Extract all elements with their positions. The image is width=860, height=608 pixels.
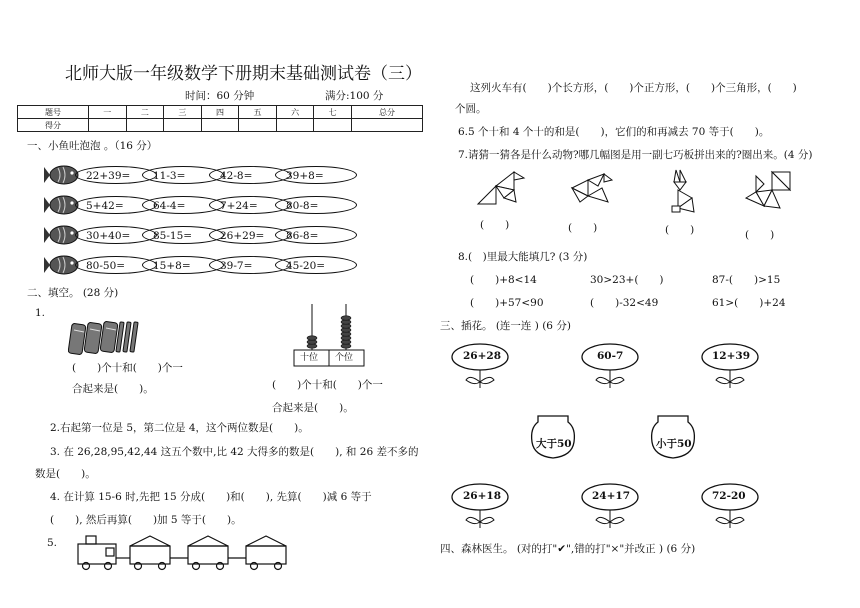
abacus-ones-label: 个位 — [335, 353, 354, 363]
table-cell[interactable] — [126, 119, 164, 132]
flower-equation[interactable]: 24+17 — [592, 490, 631, 502]
table-cell[interactable] — [314, 119, 352, 132]
table-cell: 四 — [201, 106, 239, 119]
section4-heading: 四、森林医生。 (对的打"✔",错的打"×"并改正 ) (6 分) — [440, 543, 696, 555]
question-3-line2: 数是( )。 — [35, 468, 96, 480]
counting-sticks-icon — [68, 320, 146, 356]
tangram-answer-blank[interactable]: ( ) — [665, 224, 695, 236]
table-cell: 三 — [164, 106, 202, 119]
table-cell[interactable] — [276, 119, 314, 132]
section3-heading: 三、插花。 (连一连 ) (6 分) — [440, 320, 571, 332]
q8-item[interactable]: 61>( )+24 — [712, 297, 786, 309]
score-table-header-row — [18, 106, 423, 119]
tangram-answer-blank[interactable]: ( ) — [480, 219, 510, 231]
bubble-equation[interactable]: 39-7= — [209, 256, 291, 274]
bubble-equation[interactable]: 5+42= — [75, 196, 157, 214]
table-cell: 六 — [276, 106, 314, 119]
question-2: 2.右起第一位是 5，第二位是 4，这个两位数是( )。 — [50, 422, 309, 434]
score-table — [17, 105, 423, 132]
train-icon — [72, 532, 302, 572]
table-cell[interactable] — [88, 119, 126, 132]
exam-time: 时间：60 分钟 — [185, 90, 255, 102]
flower-equation[interactable]: 26+18 — [463, 490, 502, 502]
question-5-line1: 这列火车有( )个长方形，( )个正方形，( )个三角形，( ) — [470, 82, 797, 94]
table-cell[interactable] — [164, 119, 202, 132]
table-cell: 题号 — [18, 106, 89, 119]
q8-item[interactable]: ( )+8<14 — [470, 274, 537, 286]
question-7: 7.请猜一猜各是什么动物?哪几幅图是用一副七巧板拼出来的?圈出来。(4 分) — [458, 149, 813, 161]
flower-equation[interactable]: 60-7 — [597, 350, 624, 362]
bubble-equation[interactable]: 80-8= — [275, 196, 357, 214]
table-cell[interactable] — [351, 119, 422, 132]
bubble-equation[interactable]: 15+8= — [142, 256, 224, 274]
flower-equation[interactable]: 72-20 — [712, 490, 746, 502]
table-cell: 五 — [239, 106, 277, 119]
table-cell[interactable] — [239, 119, 277, 132]
table-cell: 得分 — [18, 119, 89, 132]
q1-sticks-line1: ( )个十和( )个一 — [72, 362, 183, 374]
vase-icon — [528, 414, 578, 460]
tangram-bird2-icon — [568, 172, 614, 206]
bubble-equation[interactable]: 45-20= — [275, 256, 357, 274]
flower-equation[interactable]: 26+28 — [463, 350, 502, 362]
section1-heading: 一、小鱼吐泡泡 。（16 分） — [27, 140, 158, 152]
q1-abacus-line1: ( )个十和( )个一 — [272, 379, 383, 391]
q8-item[interactable]: 87-( )>15 — [712, 274, 781, 286]
bubble-equation[interactable]: 7+24= — [209, 196, 291, 214]
tangram-answer-blank[interactable]: ( ) — [568, 222, 598, 234]
q8-item[interactable]: ( )+57<90 — [470, 297, 544, 309]
flower-equation[interactable]: 12+39 — [712, 350, 751, 362]
full-score: 满分:100 分 — [325, 90, 384, 102]
question-4-line2: ( ), 然后再算( )加 5 等于( )。 — [50, 514, 242, 526]
tangram-bird-icon — [476, 168, 526, 208]
score-table-score-row — [18, 119, 423, 132]
question-8: 8.( )里最大能填几? (3 分) — [458, 251, 588, 263]
bubble-equation[interactable]: 86-8= — [275, 226, 357, 244]
bubble-equation[interactable]: 42-8= — [209, 166, 291, 184]
q8-item[interactable]: 30>23+( ) — [590, 274, 664, 286]
table-cell: 二 — [126, 106, 164, 119]
q1-abacus-line2: 合起来是( )。 — [272, 402, 354, 414]
question-number: 1. — [35, 307, 46, 319]
tangram-rabbit-icon — [670, 168, 700, 214]
question-5-number: 5. — [47, 537, 58, 549]
question-6: 6.5 个十和 4 个十的和是( )，它们的和再减去 70 等于( )。 — [458, 126, 770, 138]
abacus-tens-label: 十位 — [300, 353, 319, 363]
tangram-squirrel-icon — [742, 168, 796, 212]
page-title: 北师大版一年级数学下册期末基础测试卷（三） — [65, 64, 422, 84]
table-cell[interactable] — [201, 119, 239, 132]
bubble-equation[interactable]: 64-4= — [142, 196, 224, 214]
question-3-line1: 3. 在 26,28,95,42,44 这五个数中,比 42 大得多的数是( ), 和 26 差不多的 — [50, 446, 419, 458]
bubble-equation[interactable]: 30+40= — [75, 226, 157, 244]
question-5-line2: 个圆。 — [455, 103, 487, 115]
q1-sticks-line2: 合起来是( )。 — [72, 383, 154, 395]
tangram-answer-blank[interactable]: ( ) — [745, 229, 775, 241]
bubble-equation[interactable]: 26+29= — [209, 226, 291, 244]
table-cell: 七 — [314, 106, 352, 119]
bubble-equation[interactable]: 85-15= — [142, 226, 224, 244]
bubble-equation[interactable]: 22+39= — [75, 166, 157, 184]
section2-heading: 二、填空。 (28 分) — [27, 287, 119, 299]
vase-label[interactable]: 大于50 — [536, 438, 572, 450]
bubble-equation[interactable]: 11-3= — [142, 166, 224, 184]
vase-label[interactable]: 小于50 — [656, 438, 692, 450]
vase-icon — [648, 414, 698, 460]
q8-item[interactable]: ( )-32<49 — [590, 297, 659, 309]
table-cell: 总分 — [351, 106, 422, 119]
bubble-equation[interactable]: 80-50= — [75, 256, 157, 274]
bubble-equation[interactable]: 39+8= — [275, 166, 357, 184]
table-cell: 一 — [88, 106, 126, 119]
question-4-line1: 4. 在计算 15-6 时,先把 15 分成( )和( ), 先算( )减 6 等于 — [50, 491, 372, 503]
